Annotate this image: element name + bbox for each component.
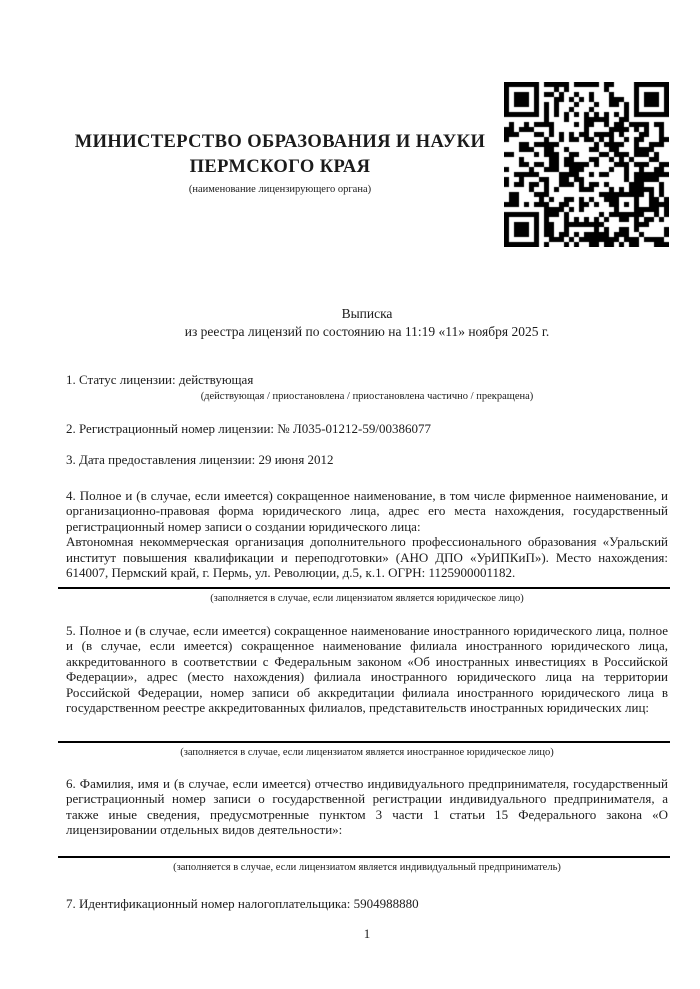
document-title: Выписка [341, 306, 393, 321]
document-body [66, 305, 668, 941]
ministry-name-line1: МИНИСТЕРСТВО ОБРАЗОВАНИЯ И НАУКИ [74, 132, 486, 152]
registration-number-item [66, 421, 668, 437]
document-title-block [66, 305, 668, 340]
legal-entity-item [66, 488, 668, 581]
legal-entity-caption: (заполняется в случае, если лицензиатом является юридическое лицо) [210, 592, 524, 604]
legal-entity-answer: Автономная некоммерческая организация дополнительного профессионального образования «Уральский институт повышения квалификации и переподготовки» (АНО ДПО «УрИПКиП»). Место нахождения: 614007, Пермский край, г. Пермь, ул. Революции, д.5, к.1. ОГРН: 1125900001182. [66, 534, 668, 580]
license-status-item [66, 372, 668, 388]
license-status-caption: (действующая / приостановлена / приостановлена частично / прекращена) [200, 390, 534, 402]
entrepreneur-caption: (заполняется в случае, если лицензиатом является индивидуальный предприниматель) [173, 861, 561, 873]
license-status-text: 1. Статус лицензии: действующая [66, 372, 254, 387]
fill-line-entrepreneur [58, 856, 670, 858]
licensing-authority-caption: (наименование лицензирующего органа) [188, 184, 372, 195]
fill-line-legal-entity [58, 587, 670, 589]
ministry-name-line2: ПЕРМСКОГО КРАЯ [189, 157, 371, 177]
entrepreneur-question: 6. Фамилия, имя и (в случае, если имеется) отчество индивидуального предпринимателя, государственный регистрационный номер записи о государственной регистрации индивидуального предпринимателя, а также иные сведения, предусмотренные пунктом 3 части 1 статьи 15 Федерального закона «О лицензировании отдельных видов деятельности»: [66, 775, 668, 837]
qr-code-icon [504, 82, 669, 247]
foreign-entity-question: 5. Полное и (в случае, если имеется) сокращенное наименование иностранного юридического лица, полное и (в случае, если имеется) сокращенное наименование филиала иностранного юридического лица, аккредитованного в соответствии с Федеральным законом «Об иностранных инвестициях в Российской Федерации», адрес (место нахождения) филиала иностранного юридического лица на территории Российской Федерации, номер записи об аккредитации филиала иностранного юридического лица в государственном реестре аккредитованных филиалов, представительств иностранных юридических лиц: [66, 622, 668, 715]
foreign-entity-caption: (заполняется в случае, если лицензиатом является иностранное юридическое лицо) [180, 746, 554, 758]
document-subtitle: из реестра лицензий по состоянию на 11:19 «11» ноября 2025 г. [184, 323, 550, 339]
grant-date-item [66, 452, 668, 468]
foreign-entity-item [66, 623, 668, 716]
inn-item [66, 896, 668, 912]
ministry-header [66, 130, 494, 196]
inn-text: 7. Идентификационный номер налогоплательщика: 5904988880 [66, 895, 419, 911]
fill-line-foreign-entity [58, 741, 670, 743]
page-number: 1 [363, 926, 371, 941]
entrepreneur-item [66, 776, 668, 838]
grant-date-text: 3. Дата предоставления лицензии: 29 июня 2012 [66, 452, 334, 467]
legal-entity-question: 4. Полное и (в случае, если имеется) сокращенное наименование, в том числе фирменное наименование, и организационно-правовая форма юридического лица, адрес его места нахождения, государственный регистрационный номер записи о создании юридического лица: [66, 487, 668, 534]
registration-number-text: 2. Регистрационный номер лицензии: № Л035-01212-59/00386077 [66, 420, 432, 436]
